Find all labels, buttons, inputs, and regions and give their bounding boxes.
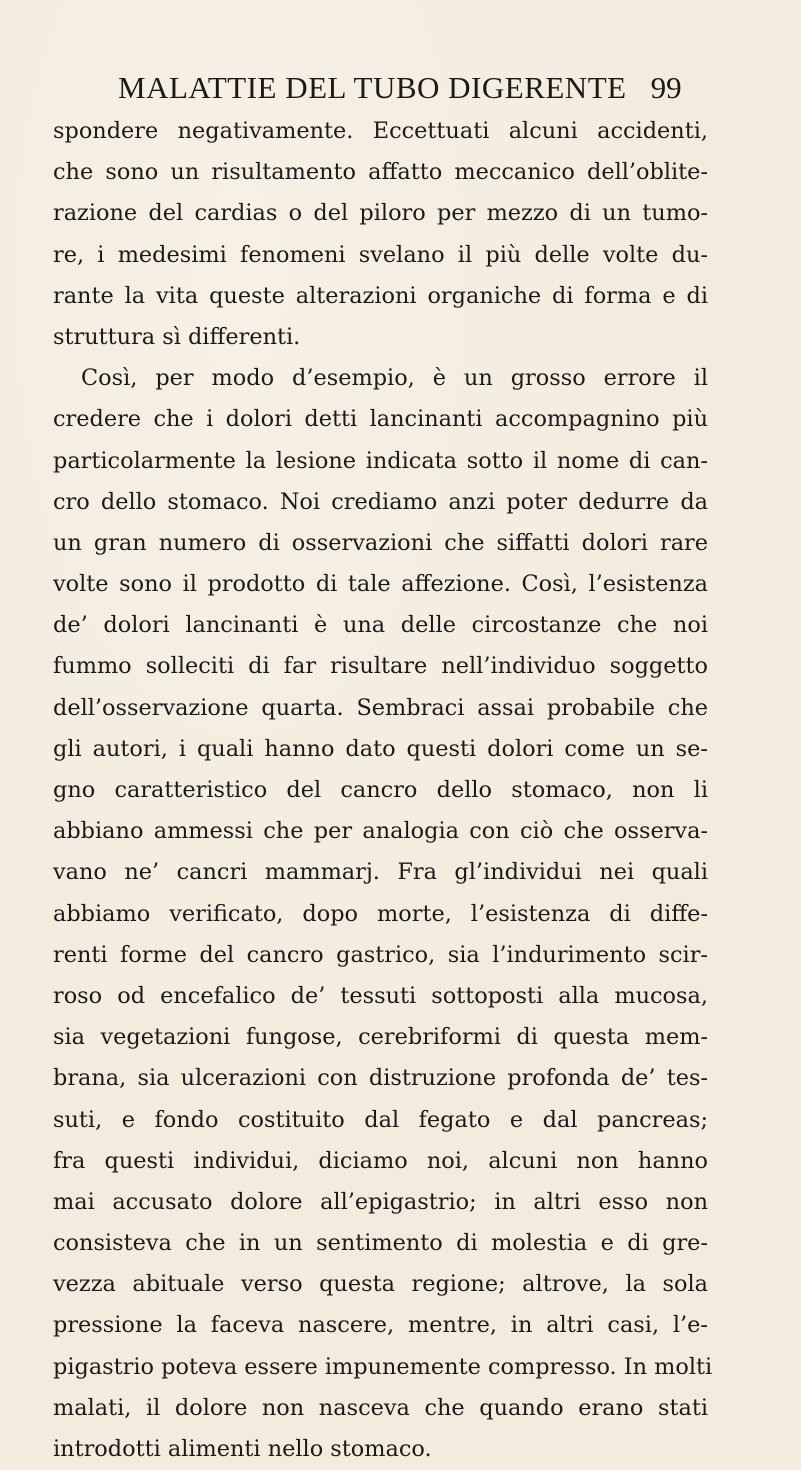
text-line: un gran numero di osservazioni che siffatti dolori rare bbox=[53, 529, 708, 556]
text-line: pressione la faceva nascere, mentre, in altri casi, l’e- bbox=[53, 1312, 708, 1339]
text-line: volte sono il prodotto di tale affezione. Così, l’esistenza bbox=[53, 571, 708, 598]
paragraph-end-line: struttura sì differenti. bbox=[53, 323, 301, 350]
text-line: de’ dolori lancinanti è una delle circostanze che noi bbox=[53, 612, 708, 639]
text-line: gno caratteristico del cancro dello stomaco, non li bbox=[53, 777, 708, 803]
text-line: credere che i dolori detti lancinanti accompagnino più bbox=[53, 406, 708, 433]
text-line: re, i medesimi fenomeni svelano il più delle volte du- bbox=[53, 241, 708, 268]
text-line: razione del cardias o del piloro per mezzo di un tumo- bbox=[53, 200, 708, 227]
paragraph-end-line: introdotti alimenti nello stomaco. bbox=[53, 1436, 432, 1462]
running-title: MALATTIE DEL TUBO DIGERENTE bbox=[118, 70, 627, 105]
text-line: gli autori, i quali hanno dato questi dolori come un se- bbox=[53, 735, 708, 762]
text-line: sia vegetazioni fungose, cerebriformi di questa mem- bbox=[53, 1024, 708, 1051]
text-line: abbiamo verificato, dopo morte, l’esistenza di diffe- bbox=[53, 900, 708, 927]
text-line: rante la vita queste alterazioni organiche di forma e di bbox=[53, 282, 708, 309]
running-head bbox=[118, 70, 718, 114]
text-line: abbiano ammessi che per analogia con ciò che osserva- bbox=[53, 818, 708, 845]
text-line: dell’osservazione quarta. Sembraci assai probabile che bbox=[53, 694, 708, 721]
text-line: brana, sia ulcerazioni con distruzione profonda de’ tes- bbox=[53, 1065, 708, 1092]
text-line: fra questi individui, diciamo noi, alcuni non hanno bbox=[53, 1147, 708, 1174]
text-line: cro dello stomaco. Noi crediamo anzi poter dedurre da bbox=[53, 488, 708, 515]
text-line: consisteva che in un sentimento di molestia e di gre- bbox=[53, 1230, 708, 1257]
text-line: suti, e fondo costituito dal fegato e dal pancreas; bbox=[53, 1106, 708, 1133]
text-line: roso od encefalico de’ tessuti sottoposti alla mucosa, bbox=[53, 982, 708, 1009]
text-line: mai accusato dolore all’epigastrio; in altri esso non bbox=[53, 1188, 708, 1215]
text-line: pigastrio poteva essere impunemente compresso. In molti bbox=[53, 1353, 713, 1380]
page-number: 99 bbox=[650, 70, 682, 105]
body-text bbox=[53, 111, 713, 1470]
paragraph-start-line: Così, per modo d’esempio, è un grosso errore il bbox=[81, 365, 708, 392]
text-line: fummo solleciti di far risultare nell’individuo soggetto bbox=[53, 653, 708, 680]
text-line: particolarmente la lesione indicata sotto il nome di can- bbox=[53, 447, 708, 474]
text-line: renti forme del cancro gastrico, sia l’indurimento scir- bbox=[53, 941, 708, 968]
text-line: vezza abituale verso questa regione; altrove, la sola bbox=[53, 1271, 708, 1298]
text-line: vano ne’ cancri mammarj. Fra gl’individui nei quali bbox=[53, 859, 708, 886]
text-line: malati, il dolore non nasceva che quando erano stati bbox=[53, 1394, 708, 1421]
text-line: che sono un risultamento affatto meccanico dell’oblite- bbox=[53, 159, 708, 186]
text-line: spondere negativamente. Eccettuati alcuni accidenti, bbox=[53, 118, 708, 144]
